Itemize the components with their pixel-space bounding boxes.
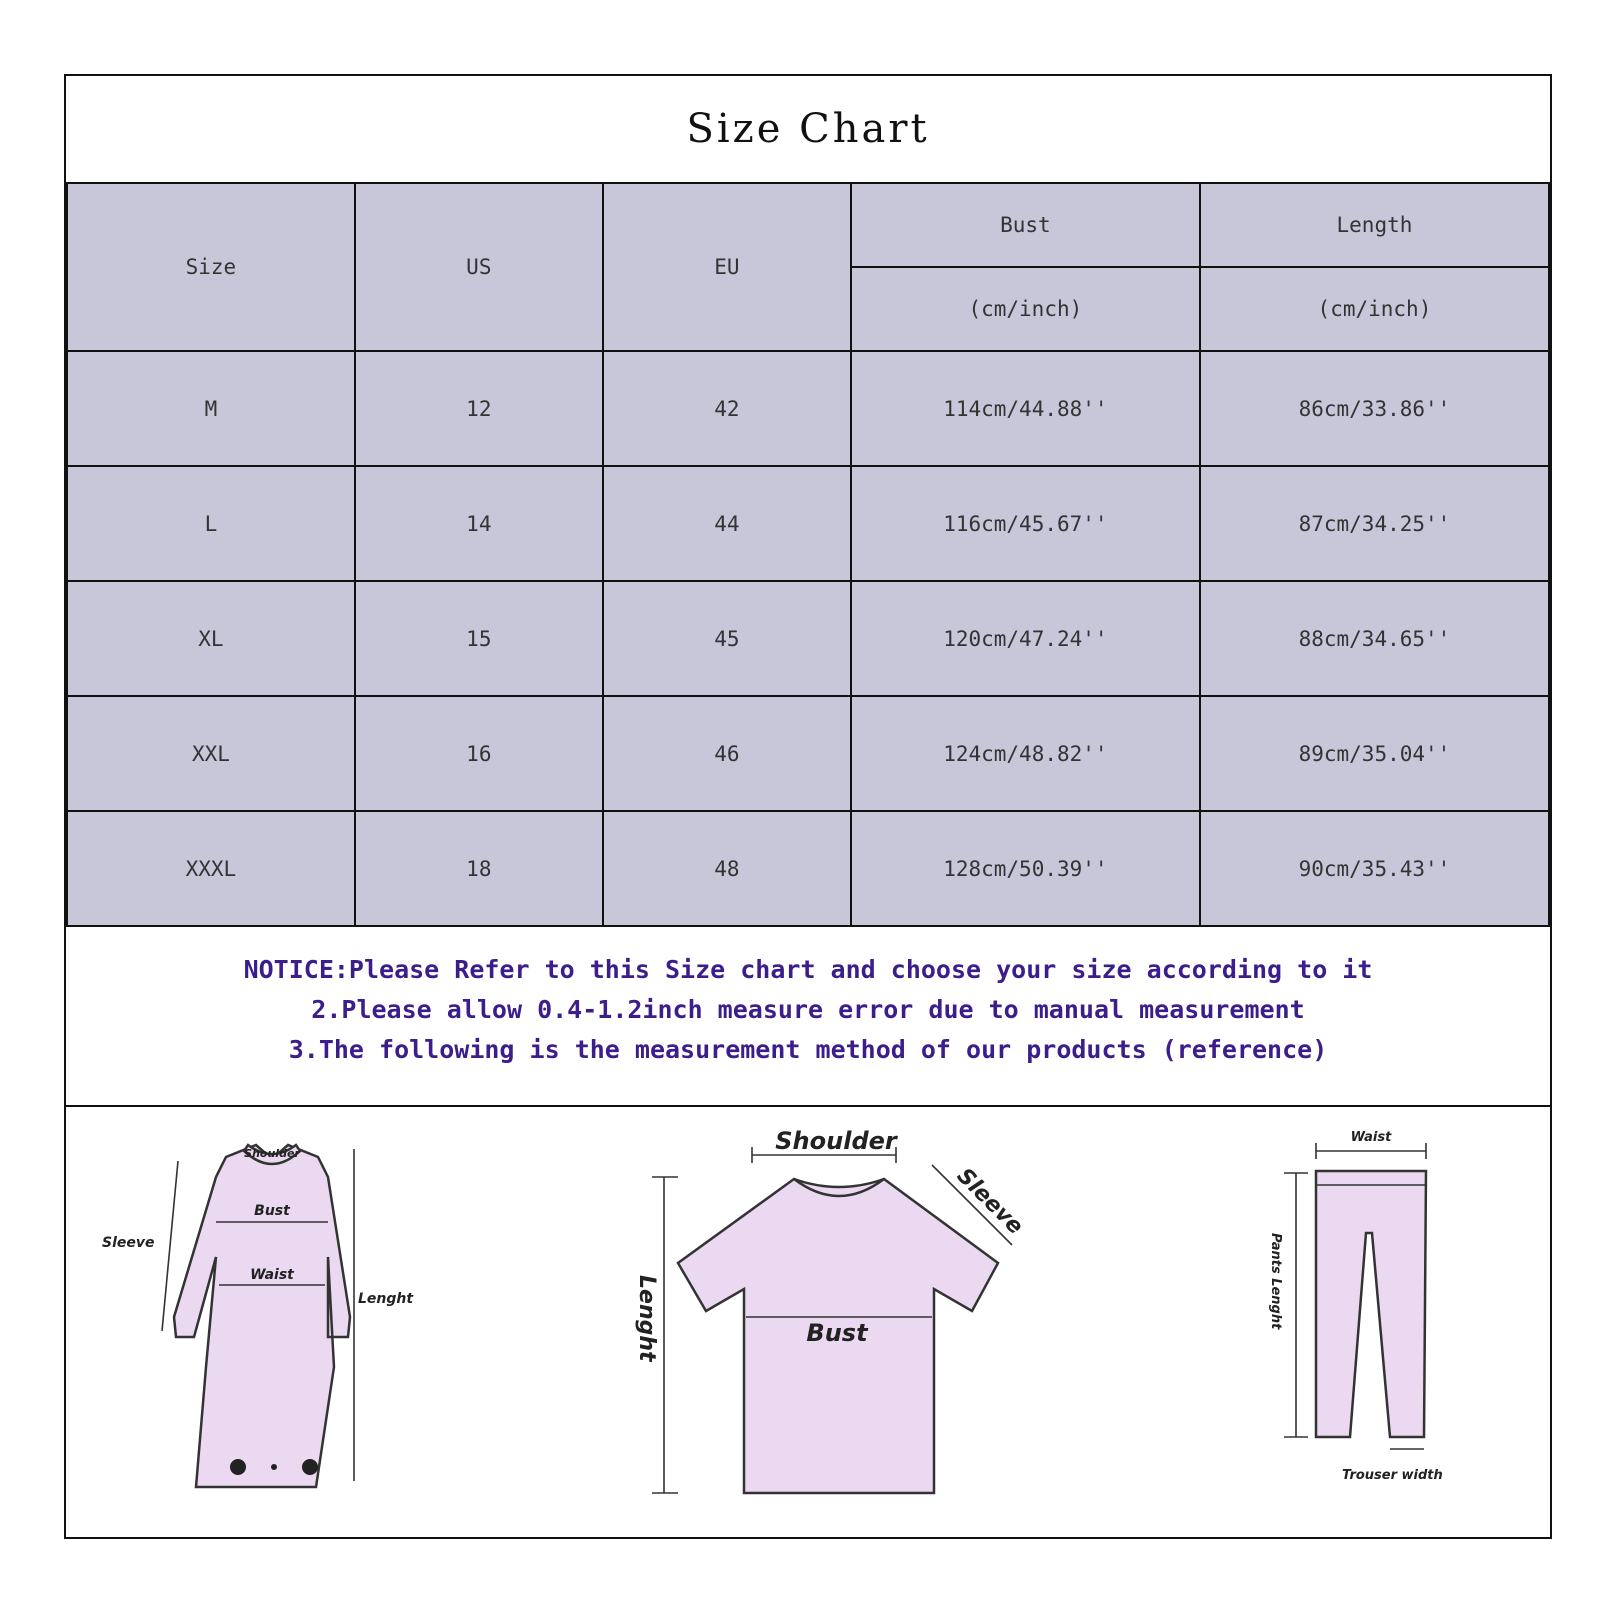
cell-us: 14 <box>355 466 603 581</box>
table-row <box>67 696 1549 811</box>
tshirt-length-label: Lenght <box>634 1275 659 1362</box>
table-row <box>67 351 1549 466</box>
cell-bust: 128cm/50.39'' <box>851 811 1200 926</box>
cell-length: 88cm/34.65'' <box>1200 581 1549 696</box>
cell-eu: 45 <box>603 581 851 696</box>
header-size: Size <box>67 183 355 351</box>
cell-size: XL <box>67 581 355 696</box>
notice-block <box>66 915 1550 1107</box>
table-row <box>67 581 1549 696</box>
header-length: Length <box>1200 183 1549 267</box>
cell-length: 90cm/35.43'' <box>1200 811 1549 926</box>
dress-waist-label: Waist <box>250 1267 294 1283</box>
tshirt-shoulder-label: Shoulder <box>775 1127 897 1155</box>
pants-waist-label: Waist <box>1350 1130 1392 1145</box>
cell-size: M <box>67 351 355 466</box>
size-chart-frame <box>64 74 1552 1539</box>
notice-line-3: 3.The following is the measurement method of our products (reference) <box>288 1035 1328 1064</box>
cell-size: L <box>67 466 355 581</box>
cell-eu: 46 <box>603 696 851 811</box>
header-bust: Bust <box>851 183 1200 267</box>
measurement-diagrams <box>66 1107 1550 1537</box>
size-table <box>66 182 1550 927</box>
pants-width-label: Trouser width <box>1342 1468 1443 1483</box>
notice-line-2: 2.Please allow 0.4-1.2inch measure error due to manual measurement <box>311 995 1305 1024</box>
dress-sleeve-label: Sleeve <box>102 1235 155 1251</box>
cell-length: 86cm/33.86'' <box>1200 351 1549 466</box>
tshirt-diagram <box>634 1127 1028 1493</box>
header-bust-unit: (cm/inch) <box>851 267 1200 351</box>
table-row <box>67 811 1549 926</box>
dress-length-label: Lenght <box>358 1291 414 1307</box>
cell-bust: 120cm/47.24'' <box>851 581 1200 696</box>
cell-bust: 114cm/44.88'' <box>851 351 1200 466</box>
cell-bust: 116cm/45.67'' <box>851 466 1200 581</box>
cell-us: 15 <box>355 581 603 696</box>
dress-sleeve-line <box>162 1161 178 1331</box>
cell-bust: 124cm/48.82'' <box>851 696 1200 811</box>
cell-eu: 48 <box>603 811 851 926</box>
cell-size: XXL <box>67 696 355 811</box>
tshirt-bust-label: Bust <box>806 1319 868 1347</box>
cell-us: 12 <box>355 351 603 466</box>
dress-bust-label: Bust <box>254 1203 290 1219</box>
notice-line-1: NOTICE:Please Refer to this Size chart and choose your size according to it <box>243 955 1373 984</box>
cell-eu: 42 <box>603 351 851 466</box>
tshirt-sleeve-label: Sleeve <box>951 1163 1028 1240</box>
pants-diagram <box>1268 1130 1443 1483</box>
header-us: US <box>355 183 603 351</box>
pants-length-label: Pants Lenght <box>1268 1233 1283 1330</box>
dress-diagram <box>102 1145 414 1487</box>
cell-length: 89cm/35.04'' <box>1200 696 1549 811</box>
cell-us: 18 <box>355 811 603 926</box>
cell-eu: 44 <box>603 466 851 581</box>
header-length-unit: (cm/inch) <box>1200 267 1549 351</box>
cell-us: 16 <box>355 696 603 811</box>
size-chart-title: Size Chart <box>686 106 930 152</box>
dress-shoulder-label: Shoulder <box>244 1147 300 1160</box>
header-eu: EU <box>603 183 851 351</box>
pants-outline <box>1316 1171 1426 1437</box>
table-row <box>67 466 1549 581</box>
cell-length: 87cm/34.25'' <box>1200 466 1549 581</box>
cell-size: XXXL <box>67 811 355 926</box>
dress-outline <box>174 1145 350 1487</box>
